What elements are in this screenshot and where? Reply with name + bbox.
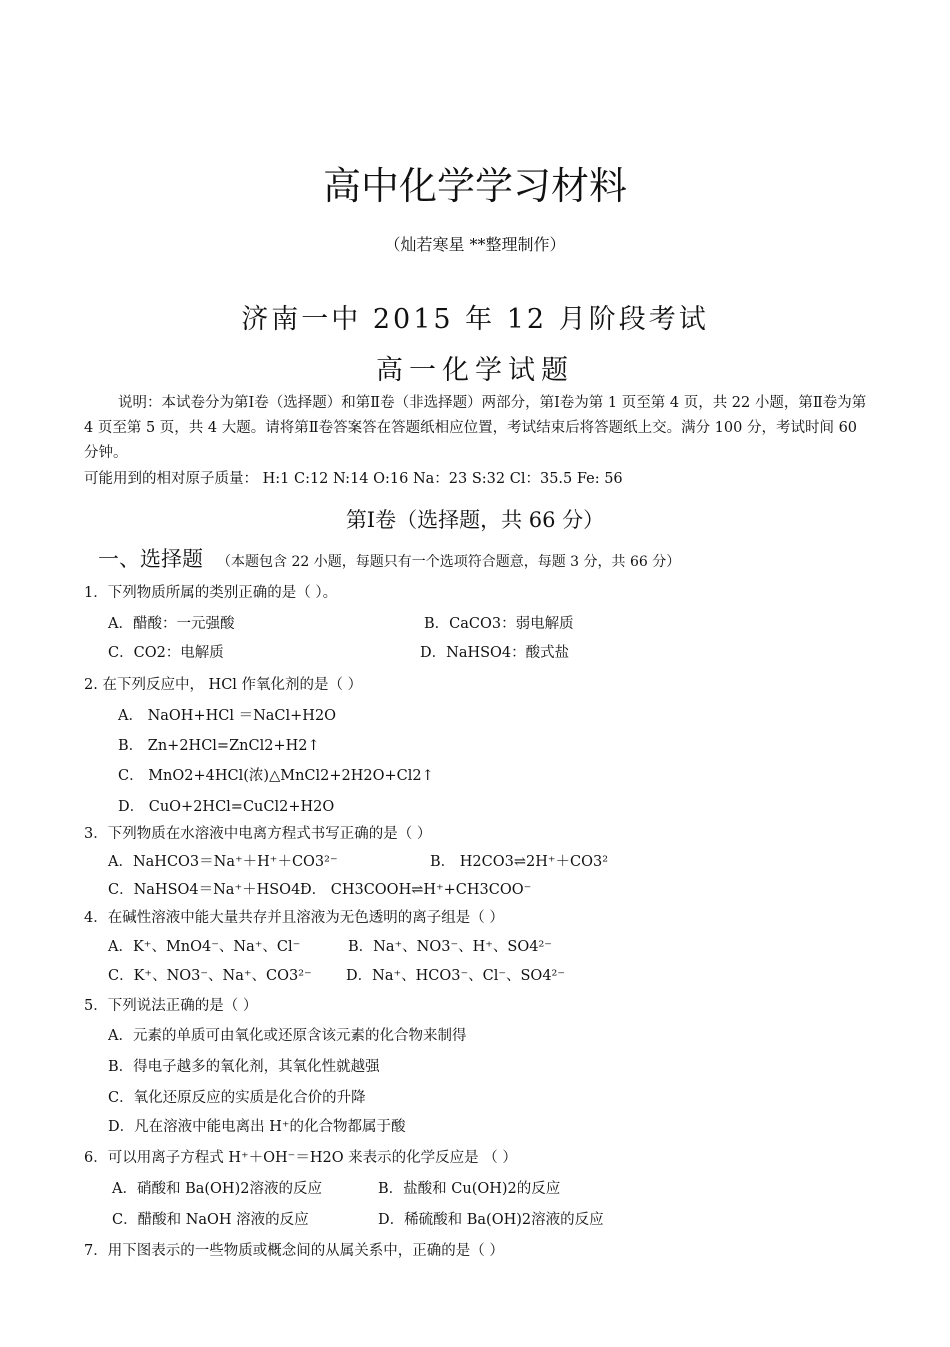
- document-credit: （灿若寒星 **整理制作）: [384, 235, 566, 254]
- question-option: B． H2CO3⇌2H⁺＋CO3²: [430, 854, 609, 870]
- question-option: A．元素的单质可由氧化或还原含该元素的化合物来制得: [108, 1028, 467, 1044]
- question-option: B．盐酸和 Cu(OH)2的反应: [378, 1181, 561, 1197]
- question-stem: 7．用下图表示的一些物质或概念间的从属关系中，正确的是（ ）: [84, 1243, 504, 1259]
- question-option: C．氧化还原反应的实质是化合价的升降: [108, 1090, 366, 1106]
- question-option: D．Na⁺、HCO3⁻、Cl⁻、SO4²⁻: [346, 968, 566, 984]
- question-option: C．NaHSO4＝Na⁺＋HSO4⁻: [108, 882, 308, 898]
- question-option: C．CO2：电解质: [108, 645, 224, 661]
- question-option: A．K⁺、MnO4⁻、Na⁺、Cl⁻: [108, 939, 301, 955]
- question-option: D．凡在溶液中能电离出 H⁺的化合物都属于酸: [108, 1119, 406, 1135]
- question-option: A． NaOH+HCl ＝NaCl+H2O: [118, 708, 337, 724]
- question-stem: 2. 在下列反应中， HCl 作氧化剂的是（ ）: [84, 677, 363, 693]
- part-title: 一、选择题: [98, 547, 203, 571]
- part-heading: [98, 543, 680, 573]
- section-title: 第Ⅰ卷（选择题，共 66 分）: [345, 508, 605, 532]
- exam-instructions: [84, 391, 874, 466]
- question-option: A．NaHCO3＝Na⁺＋H⁺＋CO3²⁻: [108, 854, 338, 870]
- exam-instructions-text: 说明：本试卷分为第Ⅰ卷（选择题）和第Ⅱ卷（非选择题）两部分，第Ⅰ卷为第 1 页至第 4 页，共 22 小题，第Ⅱ卷为第 4 页至第 5 页，共 4 大题。请将第Ⅱ卷答案答在答题纸相应位置，考试结束后将答题纸上交。满分 100 分，考试时间 60 分钟。: [84, 395, 867, 461]
- question-option: A．硝酸和 Ba(OH)2溶液的反应: [112, 1181, 322, 1197]
- exam-school-title: 济南一中 2015 年 12 月阶段考试: [241, 304, 709, 335]
- question-option: C．醋酸和 NaOH 溶液的反应: [112, 1212, 309, 1228]
- question-stem: 4．在碱性溶液中能大量共存并且溶液为无色透明的离子组是（ ）: [84, 910, 504, 926]
- document-title: 高中化学学习材料: [322, 164, 627, 208]
- question-option: D．NaHSO4：酸式盐: [420, 645, 570, 661]
- question-option: B．CaCO3：弱电解质: [424, 616, 574, 632]
- question-option: B． Zn+2HCl=ZnCl2+H2↑: [118, 738, 320, 754]
- question-option: D． CuO+2HCl=CuCl2+H2O: [118, 799, 335, 815]
- question-option: C．K⁺、NO3⁻、Na⁺、CO3²⁻: [108, 968, 312, 984]
- question-stem: 3．下列物质在水溶液中电离方程式书写正确的是（ ）: [84, 826, 432, 842]
- question-option: D．稀硫酸和 Ba(OH)2溶液的反应: [378, 1212, 604, 1228]
- question-option: C． MnO2+4HCl(浓)△MnCl2+2H2O+Cl2↑: [118, 768, 434, 784]
- atomic-masses: 可能用到的相对原子质量： H:1 C:12 N:14 O:16 Na：23 S:32 Cl：35.5 Fe: 56: [84, 471, 623, 487]
- question-option: B．Na⁺、NO3⁻、H⁺、SO4²⁻: [348, 939, 552, 955]
- question-stem: 5．下列说法正确的是（ ）: [84, 998, 258, 1014]
- question-option: D． CH3COOH⇌H⁺+CH3COO⁻: [300, 882, 532, 898]
- question-option: A．醋酸：一元强酸: [108, 616, 235, 632]
- question-stem: 6．可以用离子方程式 H⁺＋OH⁻＝H2O 来表示的化学反应是 （ ）: [84, 1150, 517, 1166]
- question-stem: 1．下列物质所属的类别正确的是（ ）。: [84, 585, 338, 601]
- part-note: （本题包含 22 小题，每题只有一个选项符合题意，每题 3 分，共 66 分）: [217, 554, 681, 570]
- question-option: B．得电子越多的氧化剂，其氧化性就越强: [108, 1059, 380, 1075]
- exam-subject-title: 高一化学试题: [376, 355, 574, 386]
